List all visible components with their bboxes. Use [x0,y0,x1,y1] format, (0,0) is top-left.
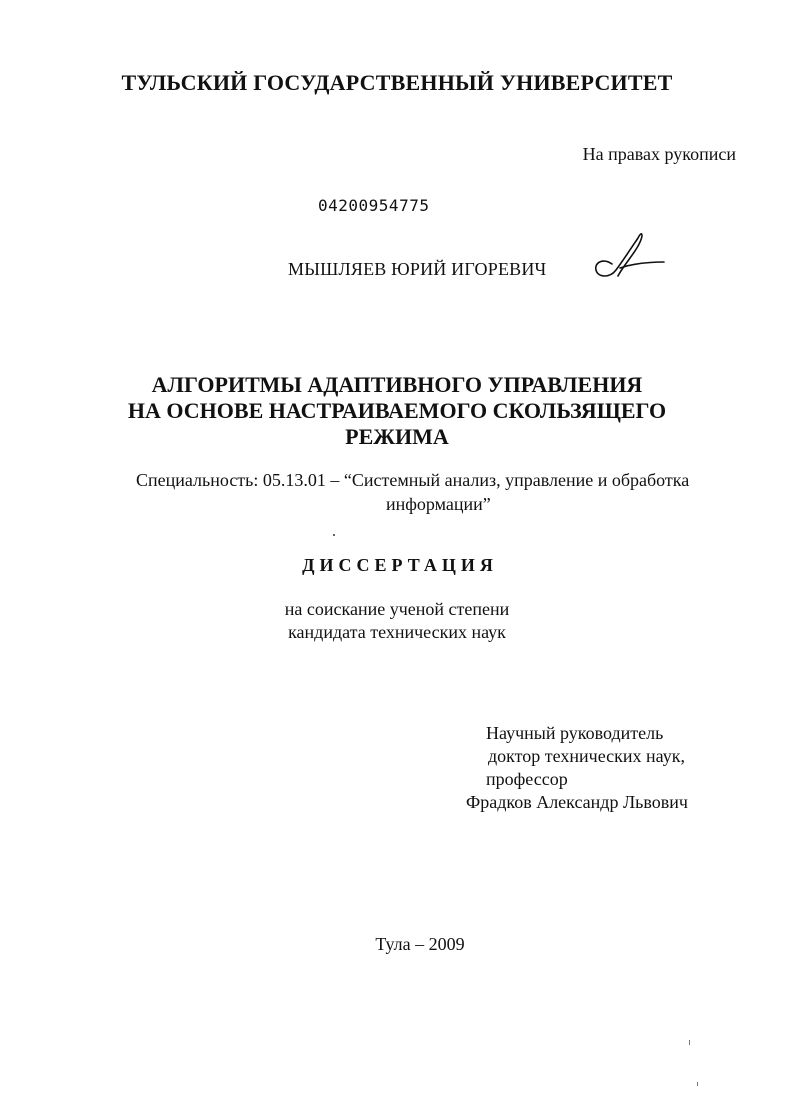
dissertation-title [0,372,794,450]
author-signature [590,228,670,286]
degree-line-1: на соискание ученой степени [284,599,510,619]
supervisor-name: Фрадков Александр Львович [466,792,688,812]
scan-mark-1 [689,1040,690,1045]
city-year: Тула – 2009 [375,934,465,954]
specialty-line-2: информации” [386,494,491,514]
title-line-2: НА ОСНОВЕ НАСТРАИВАЕМОГО СКОЛЬЗЯЩЕГО [127,398,667,423]
manuscript-note: На правах рукописи [582,144,736,164]
degree-statement [0,598,794,644]
catalog-number: 04200954775 [318,196,430,215]
university-name: ТУЛЬСКИЙ ГОСУДАРСТВЕННЫЙ УНИВЕРСИТЕТ [121,70,673,95]
title-line-3: РЕЖИМА [345,424,449,449]
specialty-line-1: Специальность: 05.13.01 – “Системный анализ, управление и обработка [136,470,690,490]
title-line-1: АЛГОРИТМЫ АДАПТИВНОГО УПРАВЛЕНИЯ [151,372,643,397]
specialty [136,468,689,516]
scan-mark-2 [697,1082,698,1086]
supervisor-role: Научный руководитель [486,723,664,743]
document-type: ДИССЕРТАЦИЯ [302,555,498,575]
supervisor-degree: доктор технических наук, [488,746,685,766]
scan-speck [333,534,335,536]
supervisor-rank: профессор [486,769,568,789]
author-name: МЫШЛЯЕВ ЮРИЙ ИГОРЕВИЧ [288,259,547,279]
degree-line-2: кандидата технических наук [288,622,506,642]
supervisor-block [466,722,688,814]
